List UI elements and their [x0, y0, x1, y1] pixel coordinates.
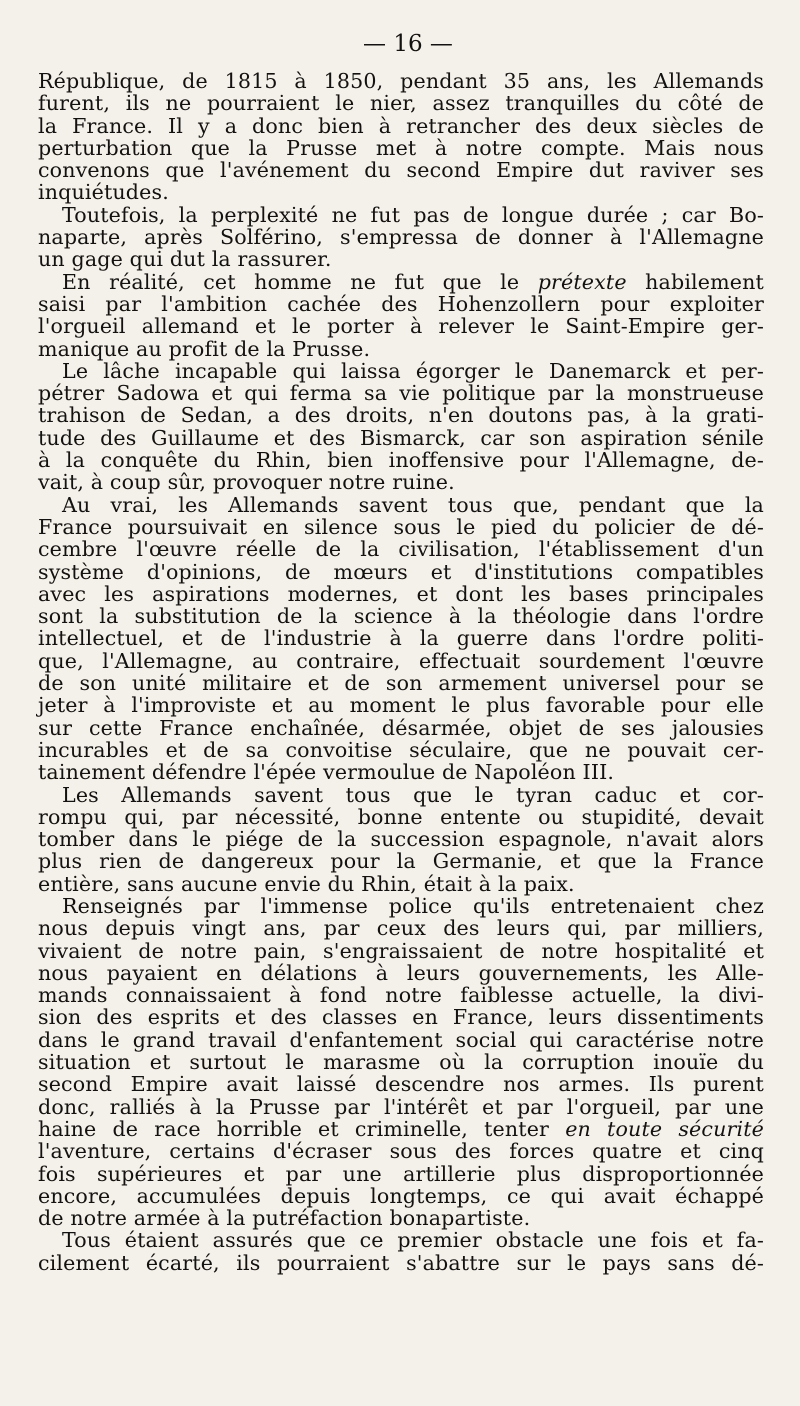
text-line: encore, accumulées depuis longtemps, ce qui avait échappé — [38, 1183, 764, 1208]
body-text — [38, 70, 764, 1274]
text-line: naparte, après Solférino, s'empressa de donner à l'Allemagne — [38, 225, 764, 250]
text-line: République, de 1815 à 1850, pendant 35 ans, les Allemands — [38, 69, 764, 93]
italic-emphasis: en toute sécurité — [565, 1116, 764, 1141]
text-line: Le lâche incapable qui laissa égorger le Danemarck et per- — [62, 358, 764, 383]
text-line: de son unité militaire et de son armement universel pour se — [38, 671, 764, 696]
text-line: Toutefois, la perplexité ne fut pas de longue durée ; car Bo- — [62, 202, 764, 227]
text-line: second Empire avait laissé descendre nos armes. Ils purent — [38, 1072, 764, 1097]
text-segment: habilement — [626, 269, 764, 294]
text-line: la France. Il y a donc bien à retrancher des deux siècles de — [38, 113, 764, 138]
text-line: saisi par l'ambition cachée des Hohenzollern pour exploiter — [38, 291, 764, 316]
text-line: Les Allemands savent tous que le tyran caduc et cor- — [62, 782, 764, 807]
text-line: un gage qui dut la rassurer. — [38, 247, 332, 272]
text-line: manique au profit de la Prusse. — [38, 336, 371, 361]
text-line: dans le grand travail d'enfantement social qui caractérise notre — [38, 1027, 764, 1052]
text-line: sont la substitution de la science à la théologie dans l'ordre — [38, 604, 764, 629]
text-line: mands connaissaient à fond notre faiblesse actuelle, la divi- — [38, 983, 764, 1008]
text-line: intellectuel, et de l'industrie à la guerre dans l'ordre politi- — [38, 626, 764, 651]
text-line: vait, à coup sûr, provoquer notre ruine. — [38, 470, 455, 495]
text-segment: haine de race horrible et criminelle, tenter — [38, 1116, 566, 1141]
text-line: jeter à l'improviste et au moment le plus favorable pour elle — [38, 693, 764, 718]
text-line: inquiétudes. — [38, 180, 169, 205]
text-line: trahison de Sedan, a des droits, n'en doutons pas, à la grati- — [38, 403, 764, 428]
text-line: fois supérieures et par une artillerie plus disproportionnée — [38, 1161, 764, 1186]
text-line: situation et surtout le marasme où la corruption inouïe du — [38, 1050, 764, 1075]
text-line: tude des Guillaume et des Bismarck, car son aspiration sénile — [38, 425, 764, 450]
text-line: vivaient de notre pain, s'engraissaient de notre hospitalité et — [38, 938, 764, 963]
text-line: perturbation que la Prusse met à notre compte. Mais nous — [38, 135, 764, 160]
text-line: tomber dans le piége de la succession espagnole, n'avait alors — [38, 827, 764, 852]
text-line: convenons que l'avénement du second Empire dut raviver ses — [38, 158, 764, 183]
text-line: sur cette France enchaînée, désarmée, objet de ses jalousies — [38, 715, 764, 740]
text-line: nous payaient en délations à leurs gouvernements, les Alle- — [38, 960, 764, 985]
text-line: nous depuis vingt ans, par ceux des leurs qui, par milliers, — [38, 916, 764, 941]
text-line: que, l'Allemagne, au contraire, effectuait sourdement l'œuvre — [38, 648, 764, 673]
text-line: avec les aspirations modernes, et dont les bases principales — [38, 581, 764, 606]
text-line: cembre l'œuvre réelle de la civilisation, l'établissement d'un — [38, 537, 764, 562]
text-line: à la conquête du Rhin, bien inoffensive pour l'Allemagne, de- — [38, 448, 764, 473]
text-line: pétrer Sadowa et qui ferma sa vie politique par la monstrueuse — [38, 381, 764, 406]
text-line: France poursuivait en silence sous le pied du policier de dé- — [38, 514, 764, 539]
text-line: l'aventure, certains d'écraser sous des forces quatre et cinq — [38, 1139, 764, 1164]
text-line: incurables et de sa convoitise séculaire, que ne pouvait cer- — [38, 737, 764, 762]
italic-emphasis: prétexte — [537, 269, 627, 294]
text-line: Tous étaient assurés que ce premier obstacle une fois et fa- — [62, 1228, 764, 1253]
text-line: rompu qui, par nécessité, bonne entente ou stupidité, devait — [38, 804, 764, 829]
text-line: sion des esprits et des classes en France, leurs dissentiments — [38, 1005, 764, 1030]
text-line: de notre armée à la putréfaction bonapartiste. — [38, 1206, 531, 1231]
text-line: furent, ils ne pourraient le nier, assez tranquilles du côté de — [38, 91, 764, 116]
text-line: Renseignés par l'immense police qu'ils entretenaient chez — [62, 893, 764, 918]
page-number: — 16 — — [363, 31, 453, 57]
text-line: Au vrai, les Allemands savent tous que, pendant que la — [62, 492, 764, 517]
text-line — [38, 271, 764, 293]
text-line — [38, 1118, 764, 1140]
text-line: entière, sans aucune envie du Rhin, était à la paix. — [38, 871, 575, 896]
text-line: tainement défendre l'épée vermoulue de Napoléon III. — [38, 760, 615, 785]
text-line: système d'opinions, de mœurs et d'institutions compatibles — [38, 559, 764, 584]
text-segment: En réalité, cet homme ne fut que le — [62, 269, 538, 294]
text-line: cilement écarté, ils pourraient s'abattre sur le pays sans dé- — [38, 1250, 764, 1275]
text-line: l'orgueil allemand et le porter à relever le Saint-Empire ger- — [38, 314, 764, 339]
text-line: donc, ralliés à la Prusse par l'intérêt et par l'orgueil, par une — [38, 1094, 764, 1119]
text-line: plus rien de dangereux pour la Germanie, et que la France — [38, 849, 764, 874]
